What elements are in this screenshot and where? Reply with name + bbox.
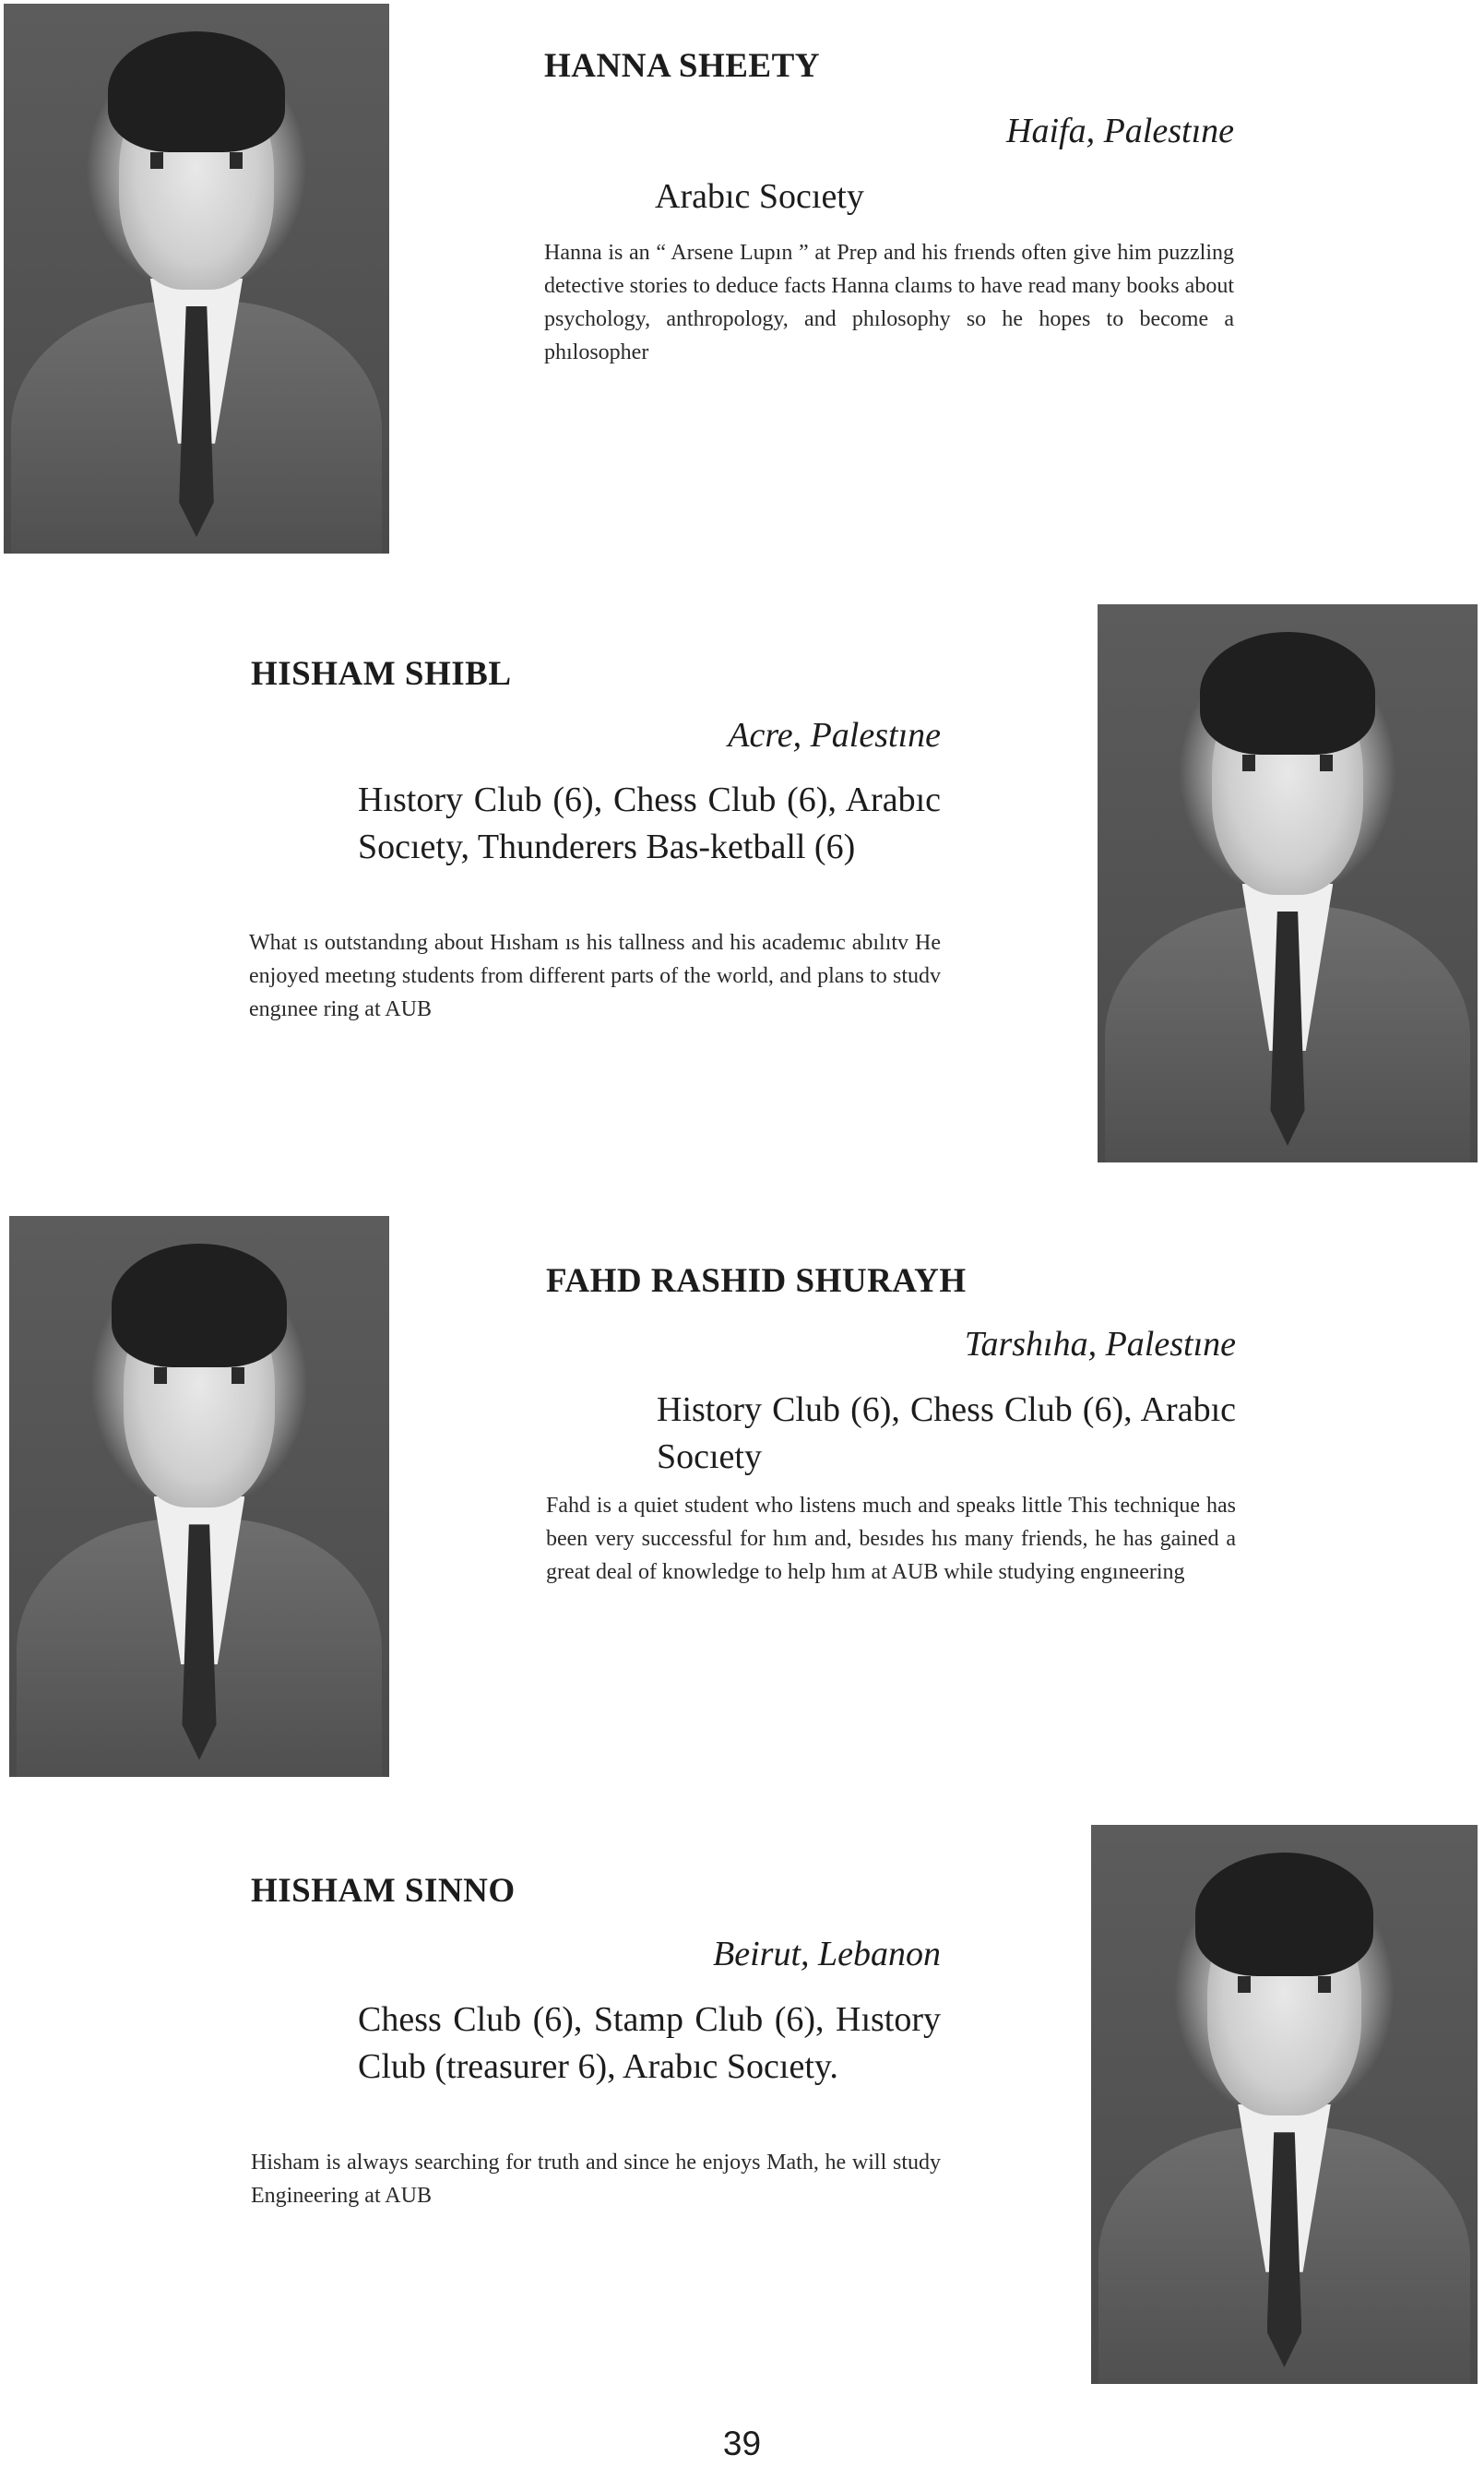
activities: Arabıc Socıety [655,177,864,216]
portrait-photo-hanna-sheety [4,4,389,554]
student-name: HISHAM SHIBL [251,655,512,693]
hometown: Haifa, Palestıne [1006,112,1234,150]
student-name: HISHAM SINNO [251,1872,516,1910]
student-bio: Hisham is always searching for truth and since he enjoys Math, he will study Engineering at AUB [251,2151,941,2208]
activities: Hıstory Club (6), Chess Club (6), Arabıc Socıety, Thunderers Bas-ketball (6) [358,781,941,866]
student-bio: Hanna is an “ Arsene Lupın ” at Prep and his frıends often give him puzzling detective stories to deduce facts Hanna claıms to have read many books about psychology, anthropology, and phılosophy so he hopes to become a phılosopher [544,241,1234,364]
page-number: 39 [722,2425,762,2462]
student-name: FAHD RASHID SHURAYH [546,1262,967,1300]
portrait-photo-hisham-shibl [1098,604,1478,1162]
activities: History Club (6), Chess Club (6), Arabıc Socıety [657,1390,1236,1476]
hometown: Beirut, Lebanon [713,1935,941,1973]
student-bio: What ıs outstandıng about Hısham ıs his tallness and his academıc abılıtv He enjoyed meetıng students from different parts of the world, and plans to studv engınee ring at AUB [249,931,941,1021]
portrait-photo-fahd-rashid-shurayh [9,1216,389,1777]
student-name: HANNA SHEETY [544,47,820,85]
hometown: Tarshıha, Palestıne [964,1325,1236,1364]
hometown: Acre, Palestıne [728,716,941,755]
student-bio: Fahd is a quiet student who listens much and speaks little This technique has been very successful for hım and, besıdes hıs many friends, he has gained a great deal of knowledge to help hım at AUB while studying engıneering [546,1494,1236,1584]
activities: Chess Club (6), Stamp Club (6), Hıstory Club (treasurer 6), Arabıc Socıety. [358,2000,941,2086]
portrait-photo-hisham-sinno [1091,1825,1478,2384]
